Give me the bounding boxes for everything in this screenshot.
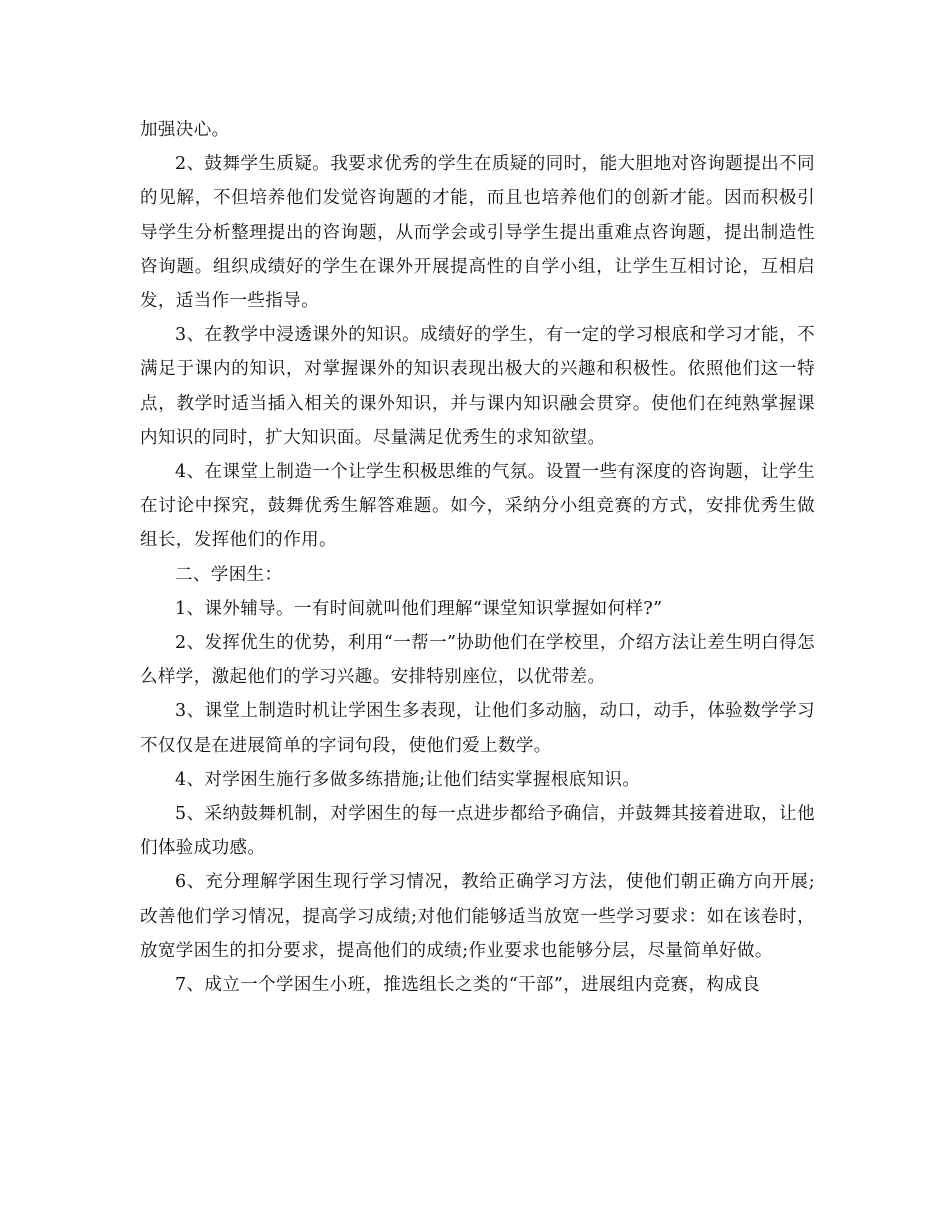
paragraph-2: 2、鼓舞学生质疑。我要求优秀的学生在质疑的同时，能大胆地对咨询题提出不同的见解，不但培养他们发觉咨询题的才能，而且也培养他们的创新才能。因而积极引导学生分析整理提出的咨询题，从而学会或引导学生提出重难点咨询题，提出制造性咨询题。组织成绩好的学生在课外开展提高性的自学小组，让学生互相讨论，互相启发，适当作一些指导。 bbox=[140, 154, 815, 312]
paragraph-8: 3、课堂上制造时机让学困生多表现，让他们多动脑，动口，动手，体验数学学习不仅仅是在进展简单的字词句段，使他们爱上数学。 bbox=[140, 701, 815, 756]
paragraph-10: 5、采纳鼓舞机制，对学困生的每一点进步都给予确信，并鼓舞其接着进取，让他们体验成功感。 bbox=[140, 804, 815, 859]
paragraph-6: 1、课外辅导。一有时间就叫他们理解“课堂知识掌握如何样?” bbox=[175, 598, 663, 619]
paragraph-1: 加强决心。 bbox=[140, 120, 230, 140]
paragraph-3: 3、在教学中浸透课外的知识。成绩好的学生，有一定的学习根底和学习才能，不满足于课内的知识，对掌握课外的知识表现出极大的兴趣和积极性。依照他们这一特点，教学时适当插入相关的课外知识，并与课内知识融会贯穿。使他们在纯熟掌握课内知识的同时，扩大知识面。尽量满足优秀生的求知欲望。 bbox=[140, 325, 815, 448]
paragraph-9: 4、对学困生施行多做多练措施;让他们结实掌握根底知识。 bbox=[175, 769, 641, 790]
document-body bbox=[140, 113, 815, 1002]
paragraph-4: 4、在课堂上制造一个让学生积极思维的气氛。设置一些有深度的咨询题，让学生在讨论中探究，鼓舞优秀生解答难题。如今，采纳分小组竞赛的方式，安排优秀生做组长，发挥他们的作用。 bbox=[140, 462, 815, 551]
paragraph-11: 6、充分理解学困生现行学习情况，教给正确学习方法，使他们朝正确方向开展;改善他们学习情况，提高学习成绩;对他们能够适当放宽一些学习要求：如在该卷时，放宽学困生的扣分要求，提高他们的成绩;作业要求也能够分层，尽量简单好做。 bbox=[140, 872, 815, 961]
section-heading-struggling-students: 二、学困生： bbox=[175, 564, 283, 585]
paragraph-7: 2、发挥优生的优势，利用“一帮一”协助他们在学校里，介绍方法让差生明白得怎么样学，激起他们的学习兴趣。安排特别座位，以优带差。 bbox=[140, 633, 815, 688]
paragraph-12: 7、成立一个学困生小班，推选组长之类的“干部”，进展组内竞赛，构成良 bbox=[175, 975, 761, 996]
